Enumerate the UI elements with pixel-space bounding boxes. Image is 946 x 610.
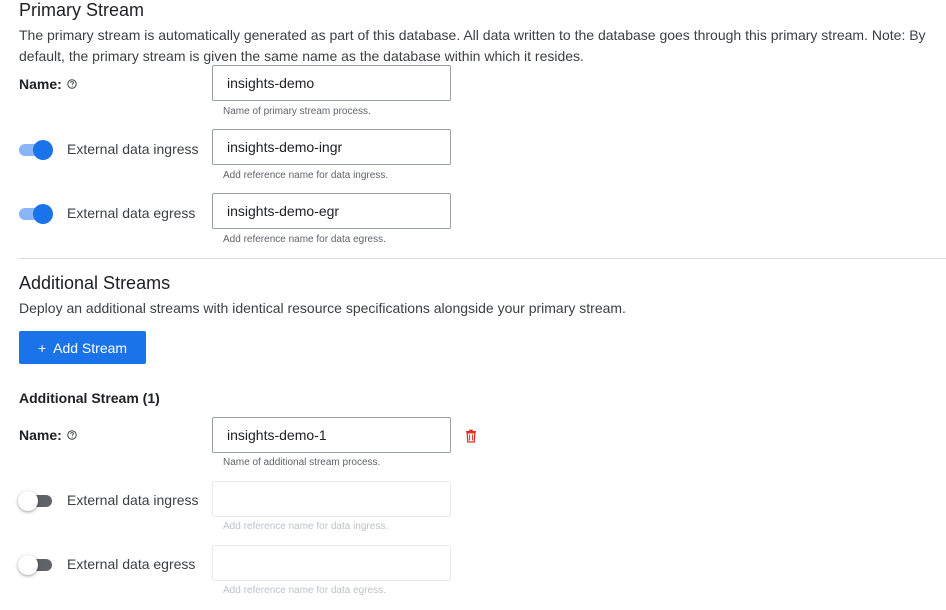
primary-ingress-input[interactable] — [212, 129, 451, 165]
section-divider — [19, 258, 946, 259]
additional-streams-title: Additional Streams — [19, 273, 171, 293]
primary-name-input[interactable] — [212, 65, 451, 101]
additional-ingress-helper: Add reference name for data ingress. — [223, 521, 389, 532]
additional-egress-label: External data egress — [67, 556, 196, 572]
additional-name-label-group — [19, 427, 77, 443]
add-stream-button-label: Add Stream — [53, 339, 128, 356]
primary-ingress-helper: Add reference name for data ingress. — [223, 170, 389, 181]
primary-egress-input[interactable] — [212, 193, 451, 229]
plus-icon: + — [37, 339, 47, 356]
primary-name-label-group — [19, 76, 77, 92]
additional-name-input[interactable] — [212, 417, 451, 453]
additional-ingress-input[interactable] — [212, 481, 451, 517]
additional-stream-heading: Additional Stream (1) — [19, 390, 160, 406]
additional-name-helper: Name of additional stream process. — [223, 457, 381, 468]
primary-ingress-label: External data ingress — [67, 141, 199, 157]
additional-streams-description: Deploy an additional streams with identical resource specifications alongside your primary stream. — [19, 300, 626, 316]
primary-egress-label: External data egress — [67, 205, 196, 221]
additional-ingress-label: External data ingress — [67, 492, 199, 508]
primary-stream-description: The primary stream is automatically generated as part of this database. All data written to the database goes through this primary stream. Note: By default, the primary stream is given the same name as the database within which it resides. — [19, 27, 926, 64]
additional-egress-helper: Add reference name for data egress. — [223, 585, 386, 596]
primary-egress-helper: Add reference name for data egress. — [223, 234, 386, 245]
primary-ingress-toggle[interactable] — [17, 139, 53, 161]
additional-ingress-toggle[interactable] — [18, 490, 54, 512]
additional-name-label: Name: — [19, 427, 62, 443]
trash-icon[interactable] — [465, 429, 477, 443]
primary-name-helper: Name of primary stream process. — [223, 106, 371, 117]
primary-egress-toggle[interactable] — [17, 203, 53, 225]
help-circle-icon[interactable] — [67, 79, 77, 89]
help-circle-icon[interactable] — [67, 430, 77, 440]
additional-egress-input[interactable] — [212, 545, 451, 581]
primary-name-label: Name: — [19, 76, 62, 92]
primary-stream-title: Primary Stream — [19, 0, 145, 20]
additional-egress-toggle[interactable] — [18, 554, 54, 576]
add-stream-button[interactable] — [19, 331, 146, 364]
